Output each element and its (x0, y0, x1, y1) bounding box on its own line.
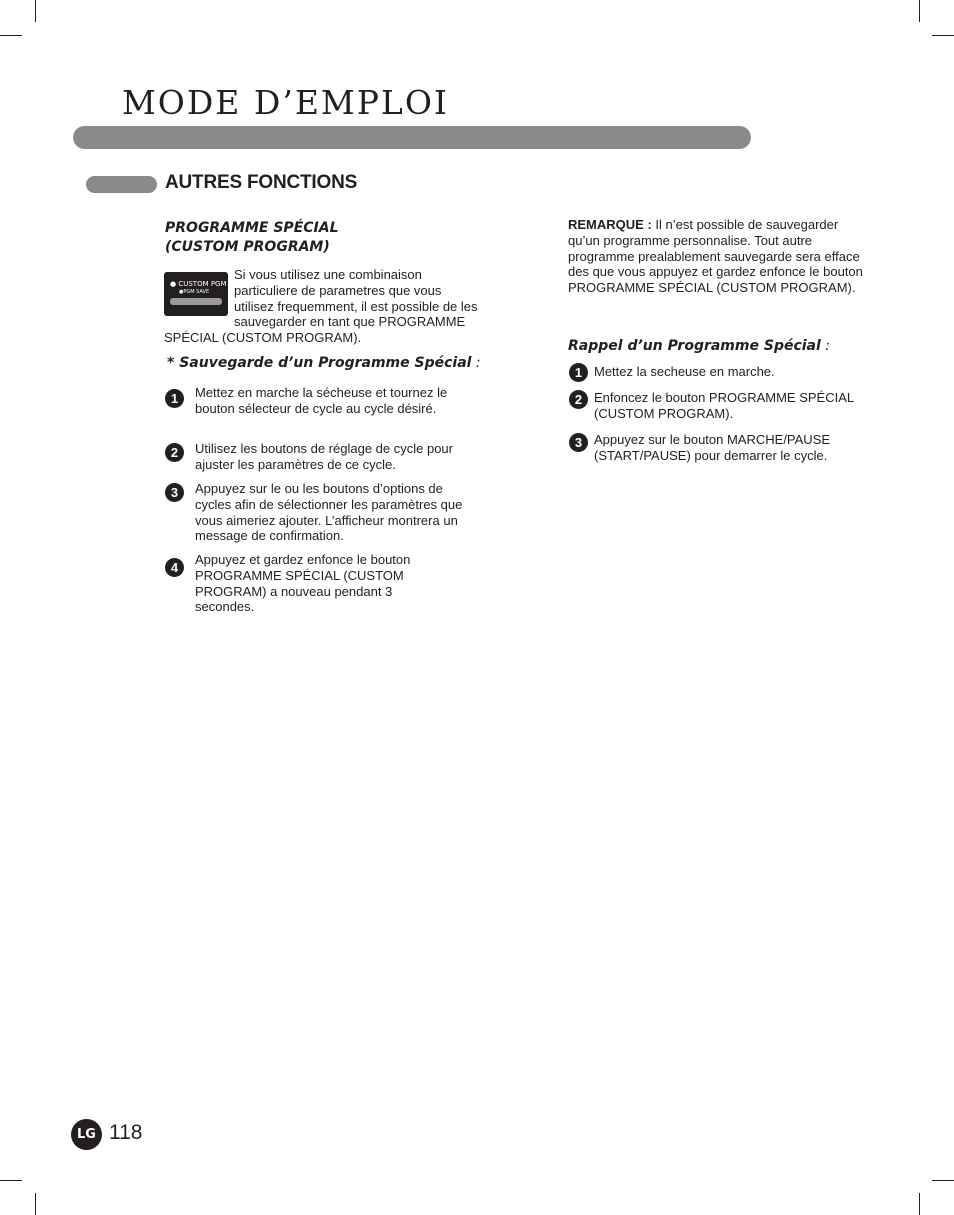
lg-logo-icon (71, 1119, 102, 1150)
step-number-icon: 2 (165, 443, 184, 462)
recall-step-1: Mettez la secheuse en marche. (594, 364, 775, 379)
crop-mark (919, 0, 920, 22)
recall-heading-text: Rappel d’un Programme Spécial (568, 338, 821, 354)
crop-mark (919, 1193, 920, 1215)
note (568, 217, 873, 296)
save-heading-text: * Sauvegarde d’un Programme Spécial (167, 355, 472, 371)
recall-step-3: Appuyez sur le bouton MARCHE/PAUSE (START/PAUSE) pour demarrer le cycle. (594, 432, 831, 463)
crop-mark (0, 35, 22, 36)
lg-logo-text: LG (77, 1127, 96, 1142)
step-number-icon: 3 (165, 483, 184, 502)
custom-program-title-line2: (CUSTOM PROGRAM) (165, 239, 330, 255)
save-heading-colon: : (471, 355, 481, 371)
save-step-4: Appuyez et gardez enfonce le bouton PROGRAMME SPÉCIAL (CUSTOM PROGRAM) a nouveau pendant 3 secondes. (195, 552, 411, 615)
custom-program-title (165, 219, 465, 257)
save-step-2: Utilisez les boutons de réglage de cycle pour ajuster les paramètres de ce cycle. (195, 441, 453, 472)
step-number-icon: 1 (165, 389, 184, 408)
manual-title: MODE D’EMPLOI (122, 83, 449, 122)
title-bar (73, 126, 751, 149)
control-panel-illustration (164, 272, 228, 316)
crop-mark (35, 1193, 36, 1215)
step-number-icon: 4 (165, 558, 184, 577)
step-number-icon: 1 (569, 363, 588, 382)
step-number-icon: 3 (569, 433, 588, 452)
section-marker (86, 176, 157, 193)
crop-mark (932, 1180, 954, 1181)
crop-mark (0, 1180, 22, 1181)
custom-program-title-line1: PROGRAMME SPÉCIAL (165, 220, 339, 236)
note-text: Il n’est possible de sauvegarder qu’un programme personnalise. Tout autre programme prealablement sauvegarde sera efface des que vous appuyez et gardez enfonce le bouton PROGRAMME SPÉCIAL (CUSTOM PROGRAM). (568, 217, 863, 296)
custom-program-intro: Si vous utilisez une combinaison particuliere de parametres que vous utilisez frequemment, il est possible de les sauvegarder en tant que PROGRAMME SPÉCIAL (CUSTOM PROGRAM). (164, 267, 478, 346)
panel-button-icon (170, 298, 222, 305)
recall-heading (568, 338, 830, 354)
page-number: 118 (109, 1121, 143, 1144)
crop-mark (932, 35, 954, 36)
note-label: REMARQUE : (568, 217, 652, 232)
recall-heading-colon: : (820, 338, 830, 354)
save-step-1: Mettez en marche la sécheuse et tournez le bouton sélecteur de cycle au cycle désiré. (195, 385, 448, 416)
recall-step-2: Enfoncez le bouton PROGRAMME SPÉCIAL (CUSTOM PROGRAM). (594, 390, 854, 421)
panel-sublabel: ●PGM SAVE (179, 289, 210, 295)
section-title: AUTRES FONCTIONS (165, 172, 358, 193)
save-heading (167, 355, 481, 371)
save-step-3: Appuyez sur le ou les boutons d’options de cycles afin de sélectionner les paramètres que vous aimeriez ajouter. L’afficheur montrera un message de confirmation. (195, 481, 463, 544)
crop-mark (35, 0, 36, 22)
panel-label: ● CUSTOM PGM (170, 280, 227, 288)
step-number-icon: 2 (569, 390, 588, 409)
